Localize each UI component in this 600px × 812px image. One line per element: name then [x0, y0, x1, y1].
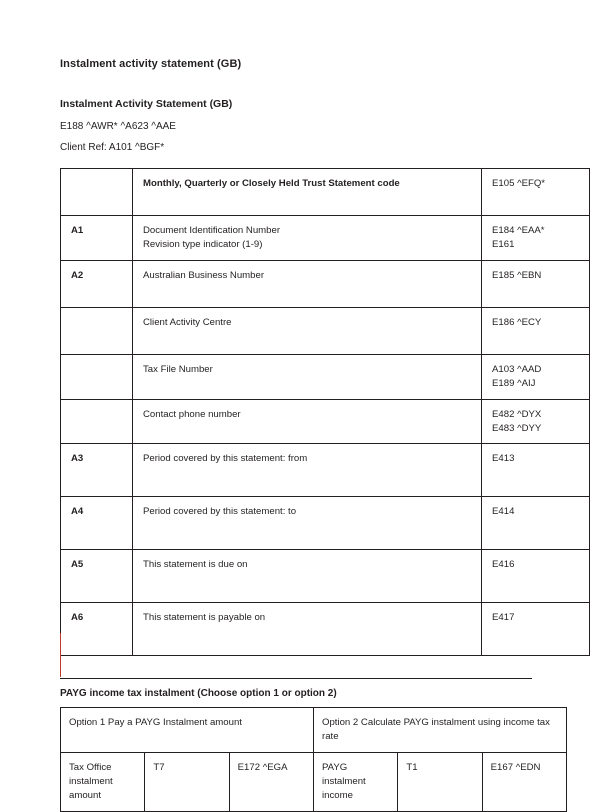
row-description-cell: Client Activity Centre — [133, 307, 482, 354]
row-reference-cell: E416 — [482, 550, 590, 603]
row-reference-line-2: E161 — [492, 238, 515, 250]
row-code-cell: A1 — [61, 216, 133, 261]
row-reference-cell: E417 — [482, 603, 590, 656]
row-description-cell: Contact phone number — [133, 399, 482, 444]
payg-option-1-header: Option 1 Pay a PAYG Instalment amount — [61, 708, 314, 753]
meta-line-codes: E188 ^AWR* ^A623 ^AAE — [60, 121, 176, 132]
table-row — [61, 444, 590, 497]
row-reference-line-1: A103 ^AAD — [492, 363, 542, 375]
row-reference-cell: E414 — [482, 497, 590, 550]
section-title: Instalment Activity Statement (GB) — [60, 98, 233, 110]
row-description-cell: Australian Business Number — [133, 260, 482, 307]
table-row — [61, 603, 590, 656]
table-row — [61, 550, 590, 603]
row-reference-line-2: E189 ^AIJ — [492, 377, 536, 389]
row-code-cell — [61, 354, 133, 399]
payg-option-values-row — [61, 753, 567, 812]
row-reference-line-2: E483 ^DYY — [492, 422, 542, 434]
payg-option-2-header: Option 2 Calculate PAYG instalment using income tax rate — [314, 708, 567, 753]
payg-option-1-reference: E172 ^EGA — [229, 753, 313, 812]
row-description-cell: This statement is payable on — [133, 603, 482, 656]
row-reference-cell — [482, 399, 590, 444]
page-title: Instalment activity statement (GB) — [60, 58, 242, 70]
row-description-cell — [133, 216, 482, 261]
payg-option-2-reference: E167 ^EDN — [482, 753, 566, 812]
table-row — [61, 354, 590, 399]
row-description-cell: This statement is due on — [133, 550, 482, 603]
row-reference-cell: E105 ^EFQ* — [482, 169, 590, 216]
row-code-cell: A5 — [61, 550, 133, 603]
row-code-cell — [61, 169, 133, 216]
payg-option-header-row — [61, 708, 567, 753]
row-reference-cell — [482, 216, 590, 261]
row-reference-cell — [482, 354, 590, 399]
row-description-line-1: Document Identification Number — [143, 225, 281, 236]
payg-option-2-code: T1 — [398, 753, 482, 812]
payg-option-1-code: T7 — [145, 753, 229, 812]
row-code-cell: A3 — [61, 444, 133, 497]
payg-section-heading: PAYG income tax instalment (Choose option 1 or option 2) — [60, 678, 532, 707]
row-code-cell: A6 — [61, 603, 133, 656]
table-row — [61, 399, 590, 444]
payg-option-1-label: Tax Office instalment amount — [61, 753, 145, 812]
row-code-cell: A4 — [61, 497, 133, 550]
row-reference-cell: E413 — [482, 444, 590, 497]
row-description-line-2: Revision type indicator (1-9) — [143, 238, 263, 250]
row-code-cell: A2 — [61, 260, 133, 307]
row-description-cell: Period covered by this statement: from — [133, 444, 482, 497]
row-description-cell: Monthly, Quarterly or Closely Held Trust Statement code — [133, 169, 482, 216]
row-reference-cell: E186 ^ECY — [482, 307, 590, 354]
table-row — [61, 497, 590, 550]
row-description-cell: Tax File Number — [133, 354, 482, 399]
row-reference-cell: E185 ^EBN — [482, 260, 590, 307]
payg-option-2-label: PAYG instalment income — [314, 753, 398, 812]
row-description-cell: Period covered by this statement: to — [133, 497, 482, 550]
statement-table — [60, 168, 590, 656]
red-margin-mark — [60, 633, 61, 677]
table-row — [61, 307, 590, 354]
row-code-cell — [61, 307, 133, 354]
row-reference-line-1: E482 ^DYX — [492, 408, 542, 420]
meta-line-client-ref: Client Ref: A101 ^BGF* — [60, 142, 165, 153]
payg-table — [60, 707, 567, 812]
table-row — [61, 169, 590, 216]
row-code-cell — [61, 399, 133, 444]
row-reference-line-1: E184 ^EAA* — [492, 225, 545, 236]
table-row — [61, 260, 590, 307]
table-row — [61, 216, 590, 261]
